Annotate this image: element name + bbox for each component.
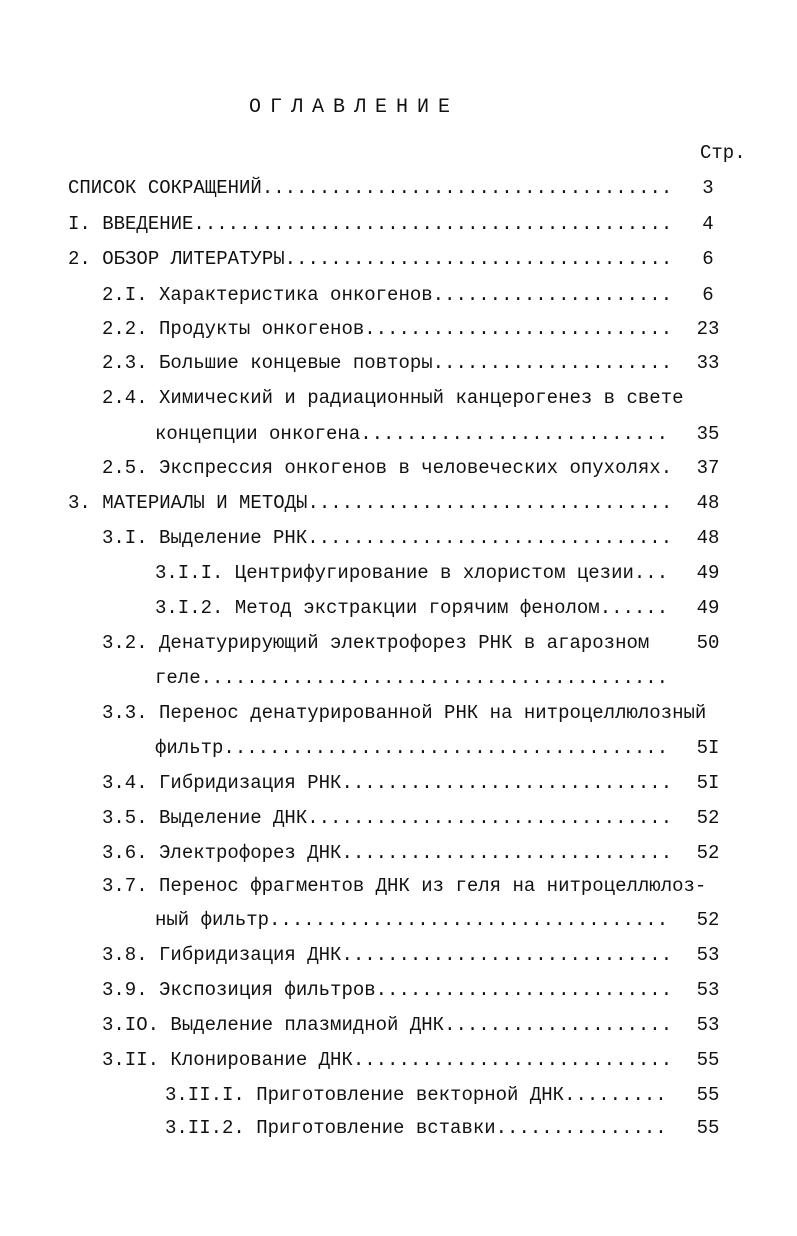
toc-entry-continuation[interactable] (155, 907, 668, 933)
toc-entry[interactable] (68, 490, 668, 516)
toc-entry[interactable] (102, 840, 668, 866)
dot-leader (341, 770, 668, 796)
toc-label[interactable]: 3.3. Перенос денатурированной РНК на нитроцеллюлозный (102, 702, 707, 724)
toc-label: 2.2. Продукты онкогенов (102, 318, 365, 340)
toc-label: 3.I. Выделение РНК (102, 527, 308, 549)
toc-page-number: 53 (696, 944, 720, 966)
dot-leader (634, 560, 668, 586)
toc-entry[interactable] (102, 977, 668, 1003)
toc-entry-continuation[interactable] (155, 735, 668, 761)
toc-entry[interactable] (155, 595, 668, 621)
dot-leader (433, 282, 668, 308)
toc-entry-continuation[interactable] (155, 421, 668, 447)
toc-label: 3.5. Выделение ДНК (102, 807, 308, 829)
toc-page-number: 53 (696, 1014, 720, 1036)
dot-leader (262, 175, 668, 201)
dot-leader (341, 840, 668, 866)
toc-page-number: 52 (696, 842, 720, 864)
toc-page-number: 53 (696, 979, 720, 1001)
dot-leader (496, 1115, 668, 1141)
dot-leader (307, 525, 668, 551)
toc-label: 3. МАТЕРИАЛЫ И МЕТОДЫ (68, 492, 308, 514)
toc-page-number: 48 (696, 492, 720, 514)
toc-label: 2.3. Большие концевые повторы (102, 352, 433, 374)
dot-leader (269, 907, 668, 933)
dot-leader (285, 246, 668, 272)
toc-entry[interactable] (68, 175, 668, 201)
toc-page-number: 52 (696, 909, 720, 931)
dot-leader (223, 735, 668, 761)
dot-leader (201, 665, 668, 691)
toc-label[interactable]: 2.4. Химический и радиационный канцерогенез в свете (102, 387, 684, 409)
toc-label: 2.5. Экспрессия онкогенов в человеческих опухолях (102, 457, 661, 479)
toc-label: 3.8. Гибридизация ДНК (102, 944, 342, 966)
toc-label: 3.IO. Выделение плазмидной ДНК (102, 1014, 445, 1036)
toc-entry[interactable] (165, 1115, 668, 1141)
toc-page-number: 5I (696, 772, 720, 794)
toc-entry[interactable] (102, 455, 668, 481)
toc-page-number: 37 (696, 457, 720, 479)
dot-leader (341, 942, 668, 968)
toc-label: 3.I.I. Центрифугирование в хлористом цезии (155, 562, 634, 584)
toc-entry[interactable] (102, 1012, 668, 1038)
dot-leader (444, 1012, 668, 1038)
toc-page-number: 35 (696, 423, 720, 445)
toc-entry[interactable] (102, 282, 668, 308)
toc-page-number: 4 (702, 213, 714, 235)
toc-page-number: 48 (696, 527, 720, 549)
dot-leader (364, 316, 668, 342)
toc-label: 2.I. Характеристика онкогенов (102, 284, 433, 306)
toc-page-number: 33 (696, 352, 720, 374)
toc-label: 3.4. Гибридизация РНК (102, 772, 342, 794)
toc-label: 3.II.I. Приготовление векторной ДНК (165, 1084, 565, 1106)
toc-entry[interactable] (155, 560, 668, 586)
toc-label: I. ВВЕДЕНИЕ (68, 213, 194, 235)
toc-entry[interactable] (68, 211, 668, 237)
toc-label-continuation: фильтр (155, 737, 224, 759)
toc-page-number: 49 (696, 562, 720, 584)
toc-entry[interactable] (102, 1047, 668, 1073)
toc-page-number: 52 (696, 807, 720, 829)
toc-entry[interactable] (102, 316, 668, 342)
toc-label: СПИСОК СОКРАЩЕНИЙ (68, 177, 262, 199)
toc-page-number: 50 (696, 632, 720, 654)
dot-leader (353, 1047, 668, 1073)
dot-leader (376, 977, 668, 1003)
toc-page-number: 49 (696, 597, 720, 619)
toc-entry[interactable] (165, 1082, 668, 1108)
toc-label[interactable]: 3.7. Перенос фрагментов ДНК из геля на нитроцеллюлоз- (102, 875, 707, 897)
toc-label: 2. ОБЗОР ЛИТЕРАТУРЫ (68, 248, 285, 270)
toc-label: 3.II. Клонирование ДНК (102, 1049, 353, 1071)
toc-page-number: 23 (696, 318, 720, 340)
dot-leader (564, 1082, 668, 1108)
dot-leader (661, 455, 668, 481)
toc-page-number: 55 (696, 1117, 720, 1139)
dot-leader (307, 490, 668, 516)
dot-leader (307, 805, 668, 831)
toc-entry[interactable] (102, 942, 668, 968)
toc-label[interactable]: 3.2. Денатурирующий электрофорез РНК в агарозном (102, 632, 650, 654)
toc-label: 3.I.2. Метод экстракции горячим фенолом (155, 597, 600, 619)
toc-page-number: 55 (696, 1084, 720, 1106)
page-column-header: Стр. (700, 142, 746, 164)
toc-label: 3.6. Электрофорез ДНК (102, 842, 342, 864)
toc-label-continuation: геле (155, 667, 201, 689)
toc-label: 3.9. Экспозиция фильтров (102, 979, 376, 1001)
toc-label-continuation: ный фильтр (155, 909, 270, 931)
dot-leader (193, 211, 668, 237)
toc-entry[interactable] (68, 246, 668, 272)
toc-entry[interactable] (102, 350, 668, 376)
dot-leader (600, 595, 668, 621)
toc-entry[interactable] (102, 525, 668, 551)
toc-entry[interactable] (102, 770, 668, 796)
dot-leader (360, 421, 668, 447)
toc-entry-continuation[interactable] (155, 665, 668, 691)
page-title: ОГЛАВЛЕНИЕ (248, 96, 460, 119)
toc-label-continuation: концепции онкогена (155, 423, 361, 445)
dot-leader (433, 350, 668, 376)
toc-entry[interactable] (102, 805, 668, 831)
toc-page-number: 6 (702, 284, 714, 306)
toc-page-number: 6 (702, 248, 714, 270)
toc-page-number: 55 (696, 1049, 720, 1071)
toc-label: 3.II.2. Приготовление вставки (165, 1117, 496, 1139)
toc-page-number: 3 (702, 177, 714, 199)
toc-page-number: 5I (696, 737, 720, 759)
